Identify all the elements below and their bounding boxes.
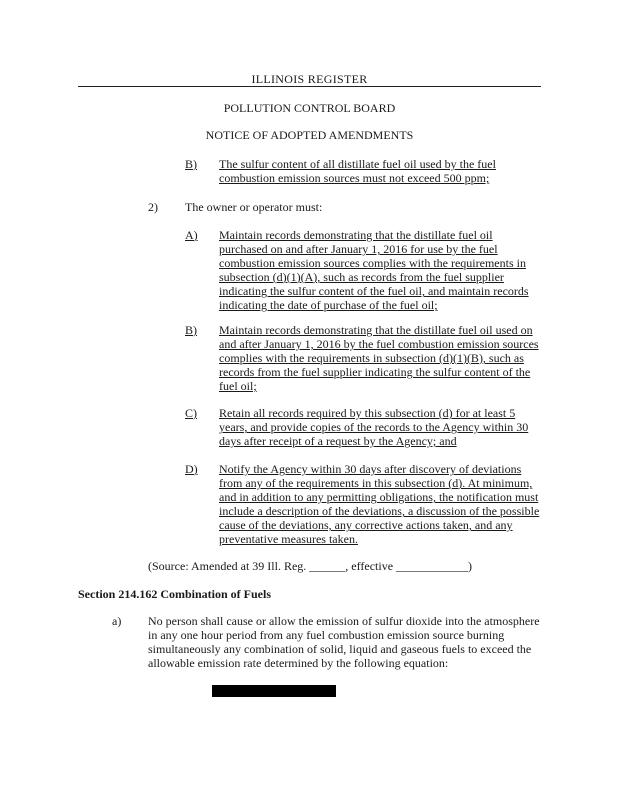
text-line: years, and provide copies of the records to the Agency within 30: [219, 420, 529, 434]
text-line: complies with the requirements in subsection (d)(1)(B), such as: [219, 351, 524, 365]
item-b-top-label: B): [185, 157, 197, 171]
notice-title: NOTICE OF ADOPTED AMENDMENTS: [205, 128, 414, 142]
text-line: indicating the date of purchase of the fuel oil;: [219, 298, 438, 312]
register-header: ILLINOIS REGISTER: [251, 72, 368, 86]
text-line: The sulfur content of all distillate fuel oil used by the fuel: [219, 157, 496, 171]
text-line: indicating the sulfur content of the fuel oil, and maintain records: [219, 284, 529, 298]
text-line: purchased on and after January 1, 2016 for use by the fuel: [219, 242, 498, 256]
header-rule: [78, 86, 541, 87]
text-line: allowable emission rate determined by the following equation:: [148, 656, 449, 670]
board-name: POLLUTION CONTROL BOARD: [223, 101, 396, 115]
section-a-label: a): [112, 614, 122, 628]
text-line: cause of the deviations, any corrective actions taken, and any: [219, 518, 513, 532]
text-line: and after January 1, 2016 by the fuel combustion emission sources: [219, 337, 539, 351]
text-line: days after receipt of a request by the Agency; and: [219, 434, 457, 448]
item-c-text: [219, 406, 528, 448]
text-line: combustion emission sources complies with the requirements in: [219, 256, 526, 270]
source-note: (Source: Amended at 39 Ill. Reg. ______, effective ____________): [148, 559, 473, 573]
text-line: preventative measures taken.: [219, 532, 358, 546]
text-line: records from the fuel supplier indicating the sulfur content of the: [219, 365, 531, 379]
text-line: simultaneously any combination of solid, liquid and gaseous fuels to exceed the: [148, 642, 532, 656]
text-line: subsection (d)(1)(A), such as records from the fuel supplier: [219, 270, 504, 284]
item-b-text: [219, 323, 539, 393]
text-line: Maintain records demonstrating that the distillate fuel oil: [219, 228, 493, 242]
text-line: from any of the requirements in this subsection (d). At minimum,: [219, 476, 533, 490]
text-line: include a description of the deviations, a discussion of the possible: [219, 504, 540, 518]
item-2-label: 2): [148, 200, 158, 214]
text-line: and in addition to any permitting obligations, the notification must: [219, 490, 539, 504]
item-b-label: B): [185, 323, 197, 337]
text-line: Retain all records required by this subsection (d) for at least 5: [219, 406, 516, 420]
text-line: Maintain records demonstrating that the distillate fuel oil used on: [219, 323, 533, 337]
text-line: fuel oil;: [219, 379, 257, 393]
item-b-top-text: [219, 157, 496, 185]
text-line: No person shall cause or allow the emission of sulfur dioxide into the atmosphere: [148, 614, 540, 628]
section-heading: Section 214.162 Combination of Fuels: [78, 587, 272, 601]
section-a-text: [148, 614, 540, 670]
redaction-bar: [212, 685, 336, 697]
text-line: in any one hour period from any fuel combustion emission source burning: [148, 628, 505, 642]
item-d-label: D): [185, 462, 198, 476]
item-c-label: C): [185, 406, 197, 420]
text-line: Notify the Agency within 30 days after discovery of deviations: [219, 462, 522, 476]
item-a-label: A): [185, 228, 198, 242]
item-2-text: The owner or operator must:: [185, 200, 323, 214]
item-d-text: [219, 462, 539, 546]
item-a-text: [219, 228, 529, 312]
text-line: combustion emission sources must not exceed 500 ppm;: [219, 171, 490, 185]
